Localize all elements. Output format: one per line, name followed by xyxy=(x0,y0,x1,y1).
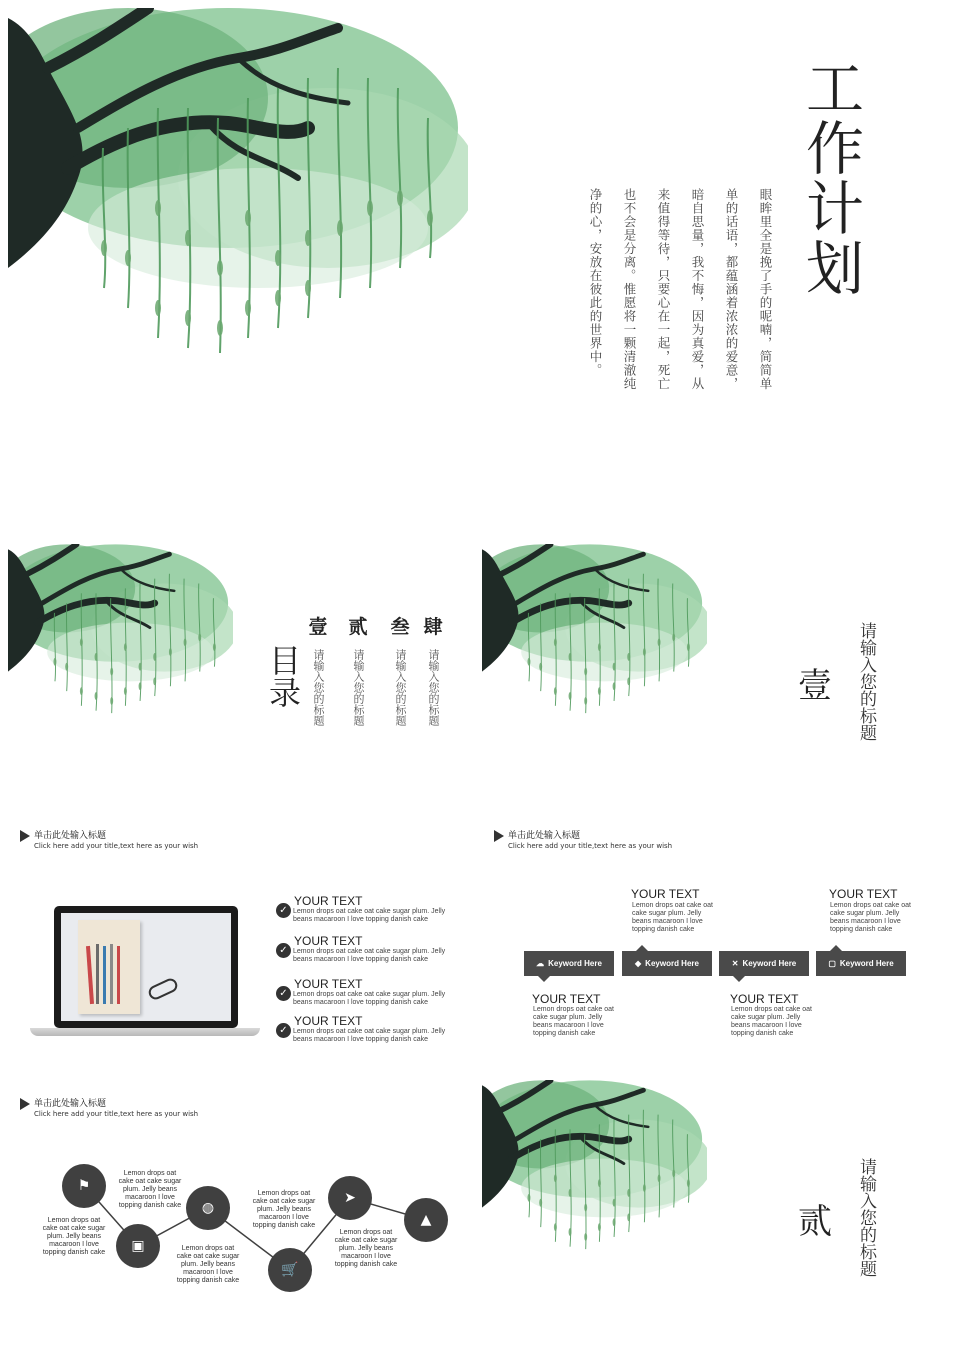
item-desc: Lemon drops oat cake oat cake sugar plum. Jelly xyxy=(293,948,446,955)
toc-number: 肆 xyxy=(423,616,443,638)
toc-item-2[interactable] xyxy=(346,612,370,726)
keyword-label: Keyword Here xyxy=(548,959,602,968)
section-1-slide xyxy=(482,544,952,806)
toc-item-3[interactable] xyxy=(388,612,412,726)
triangle-icon xyxy=(20,830,30,842)
keyword-text-desc: Lemon drops oat cake oat cake sugar plum. Jelly beans macaroon I love topping danish cake xyxy=(830,902,911,933)
briefcase-icon: ▣ xyxy=(116,1224,160,1268)
poem-line: 也不会是分离。惟愿将一颗清澈纯 xyxy=(622,188,637,391)
paper-plane-icon: ➤ xyxy=(328,1176,372,1220)
slide-header-subtitle: Click here add your title,text here as your wish xyxy=(34,1110,199,1118)
toc-number: 叁 xyxy=(390,616,410,638)
toc-number: 贰 xyxy=(348,616,368,638)
cover-slide xyxy=(8,8,952,538)
section-2-slide xyxy=(482,1080,952,1342)
flag-icon: ⚑ xyxy=(62,1164,106,1208)
flow-desc: Lemon drops oat cake oat cake sugar plum. Jelly beans macaroon I love topping danish cake xyxy=(334,1229,398,1268)
lightning-cloud-icon: ☁ xyxy=(536,959,545,968)
tag-icon: ◆ xyxy=(635,959,642,968)
check-icon: ✓ xyxy=(276,903,291,918)
slide-header-title: 单击此处输入标题 xyxy=(34,1099,107,1109)
cover-title: 工作计划 xyxy=(796,58,864,298)
keyword-text-title: YOUR TEXT xyxy=(829,887,898,901)
toc-item-4[interactable] xyxy=(421,612,445,726)
item-desc: beans macaroon I love topping danish cake xyxy=(293,1036,429,1043)
willow-tree-illustration xyxy=(8,8,468,358)
section-title: 请输入您的标题 xyxy=(856,1158,876,1277)
item-title: YOUR TEXT xyxy=(294,894,363,908)
keyword-text-desc: Lemon drops oat cake oat cake sugar plum. Jelly beans macaroon I love topping danish cake xyxy=(533,1006,614,1037)
section-title: 请输入您的标题 xyxy=(856,622,876,741)
poem-line: 来值得等待，只要心在一起，死亡 xyxy=(656,188,671,391)
willow-tree-illustration xyxy=(482,544,707,716)
poem-line: 净的心，安放在彼此的世界中。 xyxy=(588,188,603,377)
slide-header-subtitle: Click here add your title,text here as your wish xyxy=(508,842,673,850)
item-desc: Lemon drops oat cake oat cake sugar plum. Jelly xyxy=(293,908,446,915)
gallery-icon: ▢ xyxy=(828,959,836,968)
slide-header-title: 单击此处输入标题 xyxy=(34,831,107,841)
slide-header-subtitle: Click here add your title,text here as your wish xyxy=(34,842,199,850)
keyword-button-2[interactable] xyxy=(622,951,712,976)
keyword-label: Keyword Here xyxy=(645,959,699,968)
flow-connector-lines xyxy=(8,1080,474,1342)
toc-label: 请输入您的标题 xyxy=(394,649,407,726)
check-icon: ✓ xyxy=(276,1023,291,1038)
flow-desc: Lemon drops oat cake oat cake sugar plum. Jelly beans macaroon I love topping danish cake xyxy=(252,1190,316,1229)
laptop-image xyxy=(30,906,260,1042)
item-desc: Lemon drops oat cake oat cake sugar plum. Jelly xyxy=(293,991,446,998)
item-title: YOUR TEXT xyxy=(294,934,363,948)
keyword-text-desc: Lemon drops oat cake oat cake sugar plum. Jelly beans macaroon I love topping danish cake xyxy=(731,1006,812,1037)
toc-label: 请输入您的标题 xyxy=(352,649,365,726)
check-icon: ✓ xyxy=(276,943,291,958)
keyword-button-1[interactable] xyxy=(524,951,614,976)
keyword-text-title: YOUR TEXT xyxy=(730,992,799,1006)
keyword-label: Keyword Here xyxy=(839,959,894,968)
flow-slide xyxy=(8,1080,474,1342)
keyword-text-title: YOUR TEXT xyxy=(532,992,601,1006)
keyword-text-title: YOUR TEXT xyxy=(631,887,700,901)
poem-line: 单的话语，都蕴涵着浓浓的爱意， xyxy=(724,188,739,391)
willow-tree-illustration xyxy=(482,1080,707,1252)
cover-poem xyxy=(586,188,774,391)
toc-item-1[interactable] xyxy=(306,612,330,726)
item-title: YOUR TEXT xyxy=(294,977,363,991)
toc-number: 壹 xyxy=(308,616,328,638)
keyword-label: Keyword Here xyxy=(742,959,797,968)
triangle-icon xyxy=(494,830,504,842)
item-desc: beans macaroon I love topping danish cake xyxy=(293,916,429,923)
check-icon: ✓ xyxy=(276,986,291,1001)
keyword-slide xyxy=(482,812,952,1074)
section-number: 壹 xyxy=(798,666,832,706)
chart-icon: ▲ xyxy=(404,1198,448,1242)
keyword-button-4[interactable] xyxy=(816,951,906,976)
checklist-slide xyxy=(8,812,474,1074)
flow-desc: Lemon drops oat cake oat cake sugar plum. Jelly beans macaroon I love topping danish cake xyxy=(118,1170,182,1209)
keyword-text-desc: Lemon drops oat cake oat cake sugar plum. Jelly beans macaroon I love topping danish cake xyxy=(632,902,713,933)
item-desc: Lemon drops oat cake oat cake sugar plum. Jelly xyxy=(293,1028,446,1035)
slide-header[interactable] xyxy=(20,828,198,850)
toc-heading: 目录 xyxy=(264,644,302,708)
toc-slide xyxy=(8,544,474,806)
item-desc: beans macaroon I love topping danish cake xyxy=(293,999,429,1006)
item-desc: beans macaroon I love topping danish cake xyxy=(293,956,429,963)
slide-header[interactable] xyxy=(494,828,672,850)
poem-line: 眼眸里全是挽了手的呢喃，简简单 xyxy=(758,188,773,391)
poem-line: 暗自思量，我不悔，因为真爱，从 xyxy=(690,188,705,391)
flow-desc: Lemon drops oat cake oat cake sugar plum. Jelly beans macaroon I love topping danish cake xyxy=(176,1245,240,1284)
toc-label: 请输入您的标题 xyxy=(312,649,325,726)
toc-label: 请输入您的标题 xyxy=(427,649,440,726)
cart-icon: 🛒 xyxy=(268,1248,312,1292)
section-number: 贰 xyxy=(798,1202,832,1242)
slide-header-title: 单击此处输入标题 xyxy=(508,831,581,841)
flow-desc: Lemon drops oat cake oat cake sugar plum. Jelly beans macaroon I love topping danish cake xyxy=(42,1217,106,1256)
willow-tree-illustration xyxy=(8,544,233,716)
keyword-button-3[interactable] xyxy=(719,951,809,976)
tools-icon: ✕ xyxy=(731,959,739,968)
globe-icon: ◍ xyxy=(186,1186,230,1230)
item-title: YOUR TEXT xyxy=(294,1014,363,1028)
